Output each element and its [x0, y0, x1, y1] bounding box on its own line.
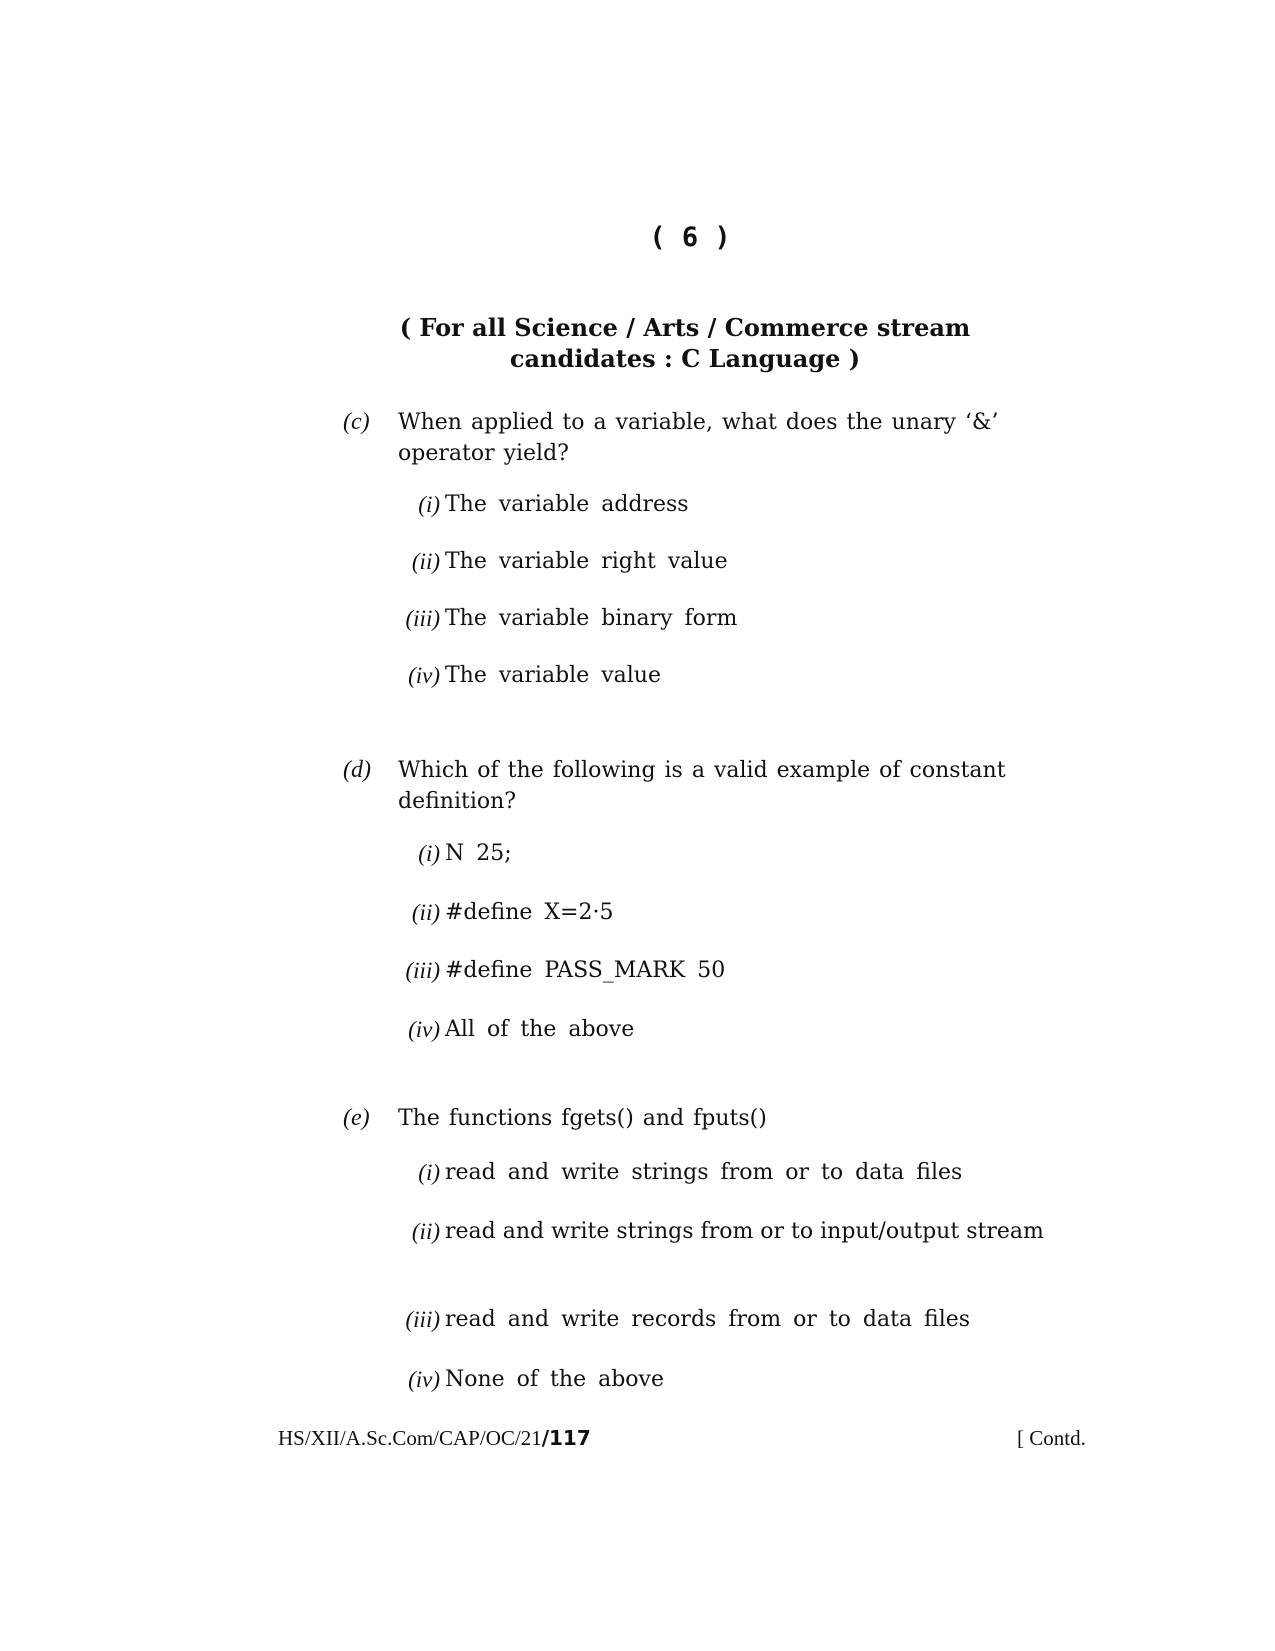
option-label: (i) [418, 492, 440, 517]
question-text: The functions fgets() and fputs() [398, 1106, 767, 1131]
option-label: (iv) [408, 663, 440, 688]
option-text: None of the above [445, 1367, 664, 1392]
option-text: read and write strings from or to data files [445, 1160, 963, 1185]
option-text: The variable value [445, 663, 661, 688]
option-label: (i) [418, 841, 440, 866]
section-heading-line-1: ( For all Science / Arts / Commerce stream [399, 313, 971, 342]
question-text: Which of the following is a valid example of constant definition? [398, 758, 1006, 814]
option-text: read and write records from or to data files [445, 1307, 971, 1332]
option-label: (iii) [405, 606, 440, 631]
section-heading [385, 312, 985, 374]
contd-label: [ Contd. [1017, 1426, 1086, 1450]
question-text: When applied to a variable, what does the unary ‘&’ operator yield? [398, 410, 999, 466]
option-text: The variable address [445, 492, 689, 517]
option-text: The variable right value [445, 549, 728, 574]
page-number: ( 6 ) [649, 222, 731, 253]
option-text: #define X=2·5 [445, 900, 614, 925]
paper-code [278, 1426, 591, 1451]
section-heading-line-2: candidates : C Language ) [509, 344, 861, 373]
option-text: The variable binary form [445, 606, 738, 631]
option-label: (i) [418, 1160, 440, 1185]
option-label: (iii) [405, 1307, 440, 1332]
paper-code-suffix: /117 [541, 1426, 591, 1450]
option-label: (ii) [411, 549, 440, 574]
option-label: (iv) [408, 1367, 440, 1392]
option-text: #define PASS_MARK 50 [445, 958, 726, 983]
question-label: (c) [343, 409, 370, 435]
option-text: read and write strings from or to input/output stream [445, 1219, 1044, 1244]
option-label: (iv) [408, 1017, 440, 1042]
question-label: (e) [343, 1105, 370, 1131]
option-label: (ii) [411, 1219, 440, 1244]
paper-code-prefix: HS/XII/A.Sc.Com/CAP/OC/21 [278, 1426, 542, 1450]
question-label: (d) [343, 757, 371, 783]
option-text: N 25; [445, 841, 512, 866]
option-text: All of the above [445, 1017, 635, 1042]
option-label: (ii) [411, 900, 440, 925]
option-label: (iii) [405, 958, 440, 983]
